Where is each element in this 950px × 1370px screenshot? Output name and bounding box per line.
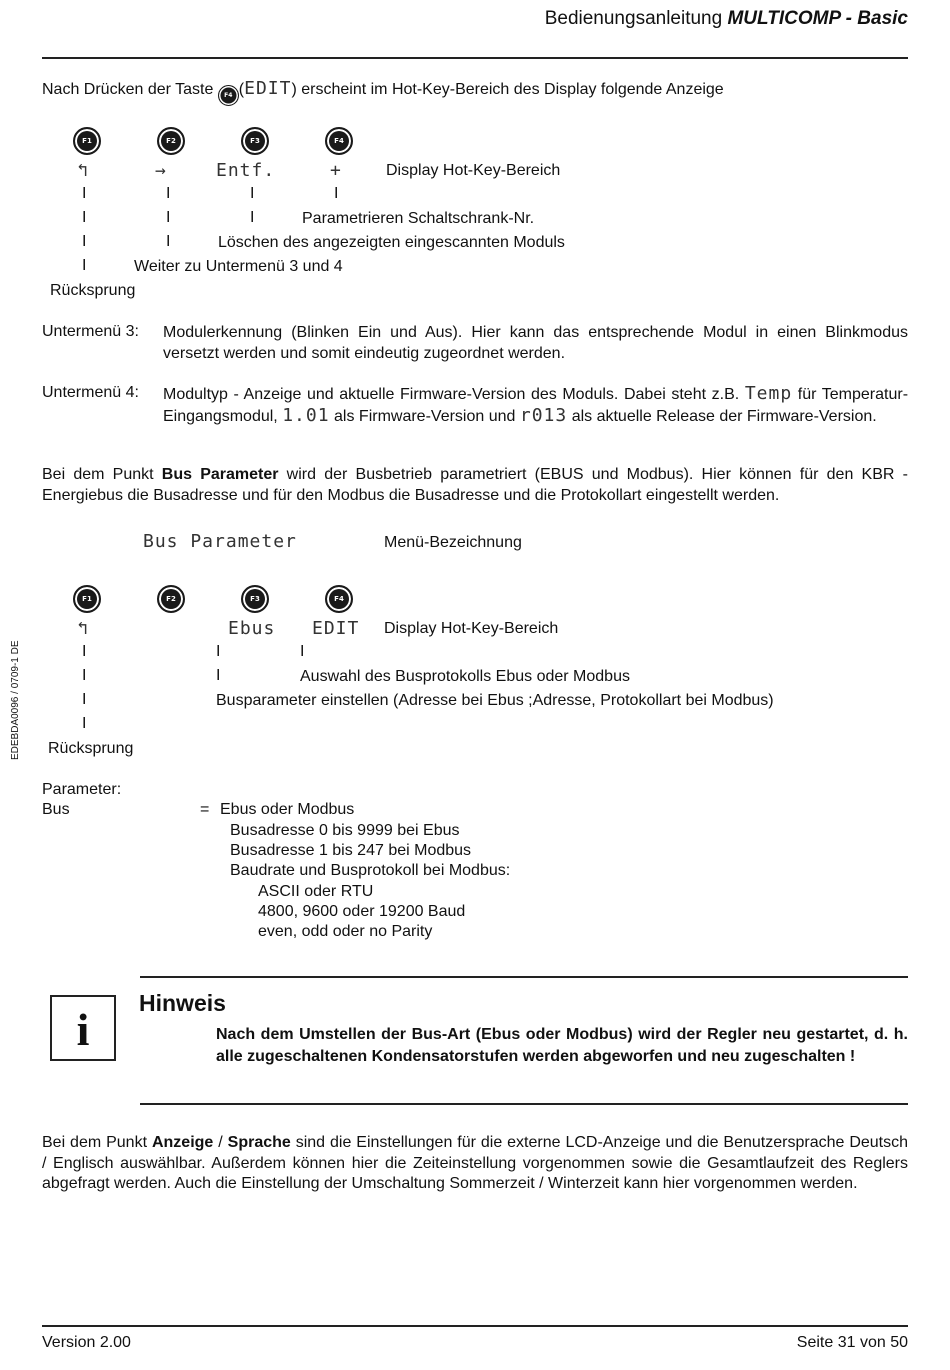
- submenu3-text: Modulerkennung (Blinken Ein und Aus). Hier kann das entsprechende Modul in einen Blinkmodus versetzt werden und somit eindeutig zugeordnet werden.: [163, 324, 908, 362]
- desc-f4-schaltschrank: Parametrieren Schaltschrank-Nr.: [302, 210, 535, 227]
- hinweis-title: Hinweis: [139, 990, 226, 1016]
- info-icon: i: [50, 995, 116, 1061]
- f2-key-icon: F2: [157, 585, 185, 613]
- submenu4-t4: als aktuelle Release der Firmware-Version.: [571, 407, 877, 425]
- bar-f1: I: [82, 715, 87, 732]
- lcd-edit: EDIT: [312, 618, 360, 639]
- bar-f3: I: [250, 185, 255, 202]
- desc-f3-loeschen: Löschen des angezeigten eingescannten Moduls: [218, 234, 565, 251]
- lcd-entf: Entf.: [216, 160, 276, 181]
- intro-line: [42, 78, 724, 106]
- f4-key-icon: F4: [325, 127, 353, 155]
- footer-rule: [42, 1325, 908, 1327]
- submenu4-label: Untermenü 4:: [42, 384, 139, 401]
- parameter-value: Busadresse 0 bis 9999 bei Ebus: [230, 822, 460, 839]
- footer-version: Version 2.00: [42, 1334, 131, 1351]
- lcd-ebus: Ebus: [228, 618, 276, 639]
- f1-key-icon: F1: [73, 585, 101, 613]
- bar-f1: I: [82, 209, 87, 226]
- bar-f1: I: [82, 691, 87, 708]
- desc-f3-busparameter: Busparameter einstellen (Adresse bei Ebus ;Adresse, Protokollart bei Modbus): [216, 692, 774, 709]
- bar-f3: I: [216, 643, 221, 660]
- submenu4-t1: Modultyp - Anzeige und aktuelle Firmware-Version des Moduls. Dabei steht z.B.: [163, 386, 740, 403]
- hotkey-area-label: Display Hot-Key-Bereich: [384, 620, 559, 637]
- f3-key-icon: F3: [241, 127, 269, 155]
- f1-key-icon: F1: [73, 127, 101, 155]
- parameter-value: even, odd oder no Parity: [258, 923, 433, 940]
- parameter-name: Bus: [42, 801, 70, 818]
- bar-f1: I: [82, 667, 87, 684]
- lcd-next-arrow: →: [155, 160, 167, 181]
- header-rule: [42, 57, 908, 59]
- lcd-plus: +: [330, 160, 342, 181]
- lcd-version: 1.01: [282, 404, 330, 426]
- hinweis-text: Nach dem Umstellen der Bus-Art (Ebus oder Modbus) wird der Regler neu gestartet, d. h. alle zugeschaltenen Kondensatorstufen werden abgeworfen und neu zugeschalten !: [216, 1026, 908, 1065]
- hinweis-bottom-rule: [140, 1103, 908, 1105]
- parameter-value: 4800, 9600 oder 19200 Baud: [258, 903, 466, 920]
- anzeige-sprache-paragraph: [42, 1133, 908, 1195]
- parameter-value: Busadresse 1 bis 247 bei Modbus: [230, 842, 472, 859]
- lcd-back-arrow: ↰: [77, 618, 89, 639]
- bus-para-bold: Bus Parameter: [161, 466, 279, 483]
- footer-page-number: Seite 31 von 50: [796, 1334, 908, 1351]
- intro-before: Nach Drücken der Taste: [42, 81, 214, 98]
- f4-key-icon: F4: [325, 585, 353, 613]
- desc-f1-ruecksprung: Rücksprung: [50, 282, 136, 299]
- desc-f1-ruecksprung: Rücksprung: [48, 740, 134, 757]
- desc-f4-busprotokoll: Auswahl des Busprotokolls Ebus oder Modbus: [300, 668, 630, 685]
- bar-f2: I: [166, 233, 171, 250]
- header-title: Bedienungsanleitung: [544, 8, 723, 29]
- bus-parameter-paragraph: [42, 465, 908, 506]
- intro-after: ) erscheint im Hot-Key-Bereich des Display folgende Anzeige: [291, 81, 724, 98]
- lcd-release: r013: [519, 404, 568, 426]
- document-code: EDEBDA0096 / 0709-1 DE: [10, 640, 21, 760]
- bar-f3: I: [250, 209, 255, 226]
- bar-f1: I: [82, 643, 87, 660]
- submenu4-t3: als Firmware-Version und: [334, 407, 516, 425]
- anzeige-sep: /: [218, 1134, 223, 1151]
- f2-key-icon: F2: [157, 127, 185, 155]
- anzeige-b1: Anzeige: [151, 1134, 214, 1151]
- page-header: [545, 8, 908, 30]
- bar-f2: I: [166, 185, 171, 202]
- intro-open-paren: (: [238, 81, 245, 98]
- desc-f2-weiter: Weiter zu Untermenü 3 und 4: [134, 258, 343, 275]
- bus-para-t1: Bei dem Punkt: [42, 466, 154, 483]
- parameter-value: Ebus oder Modbus: [220, 801, 355, 818]
- hotkey-area-label: Display Hot-Key-Bereich: [386, 162, 561, 179]
- bar-f2: I: [166, 209, 171, 226]
- parameter-value: ASCII oder RTU: [258, 883, 374, 900]
- submenu4-text: [163, 384, 908, 427]
- bar-f3: I: [216, 667, 221, 684]
- submenu3-label: Untermenü 3:: [42, 323, 139, 340]
- bar-f4: I: [300, 643, 305, 660]
- bar-f4: I: [334, 185, 339, 202]
- bus-para-t2: wird der Busbetrieb parametriert (EBUS und Modbus). Hier können für den KBR - Energiebus die Busadresse und für den Modbus die Busadresse und die Protokollart eingestellt werden.: [42, 466, 908, 504]
- f4-key-icon: F4: [218, 85, 239, 106]
- parameter-value: Baudrate und Busprotokoll bei Modbus:: [230, 862, 511, 879]
- intro-lcd-edit: EDIT: [244, 78, 292, 99]
- lcd-bus-parameter: Bus Parameter: [143, 531, 297, 552]
- anzeige-t2: sind die Einstellungen für die externe LCD-Anzeige und die Benutzersprache Deutsch / Englisch auswählbar. Außerdem können hier die Zeiteinstellung vorgenommen sowie die Gesamtlaufzeit des Reglers abgefragt werden. Auch die Einstellung der Umschaltung Sommerzeit / Winterzeit kann hier vorgenommen werden.: [42, 1134, 909, 1192]
- submenu4-t2: für Temperatur-Eingangsmodul,: [163, 386, 909, 425]
- parameter-heading: Parameter:: [42, 781, 122, 798]
- bar-f1: I: [82, 257, 87, 274]
- parameter-equals: =: [200, 801, 210, 818]
- menu-designation-label: Menü-Bezeichnung: [384, 534, 522, 551]
- lcd-back-arrow: ↰: [77, 160, 89, 181]
- bar-f1: I: [82, 233, 87, 250]
- f3-key-icon: F3: [241, 585, 269, 613]
- lcd-temp: Temp: [744, 383, 793, 404]
- anzeige-b2: Sprache: [227, 1134, 291, 1151]
- bar-f1: I: [82, 185, 87, 202]
- header-product: MULTICOMP - Basic: [727, 8, 908, 29]
- anzeige-t1: Bei dem Punkt: [42, 1134, 148, 1151]
- hinweis-top-rule: [140, 976, 908, 978]
